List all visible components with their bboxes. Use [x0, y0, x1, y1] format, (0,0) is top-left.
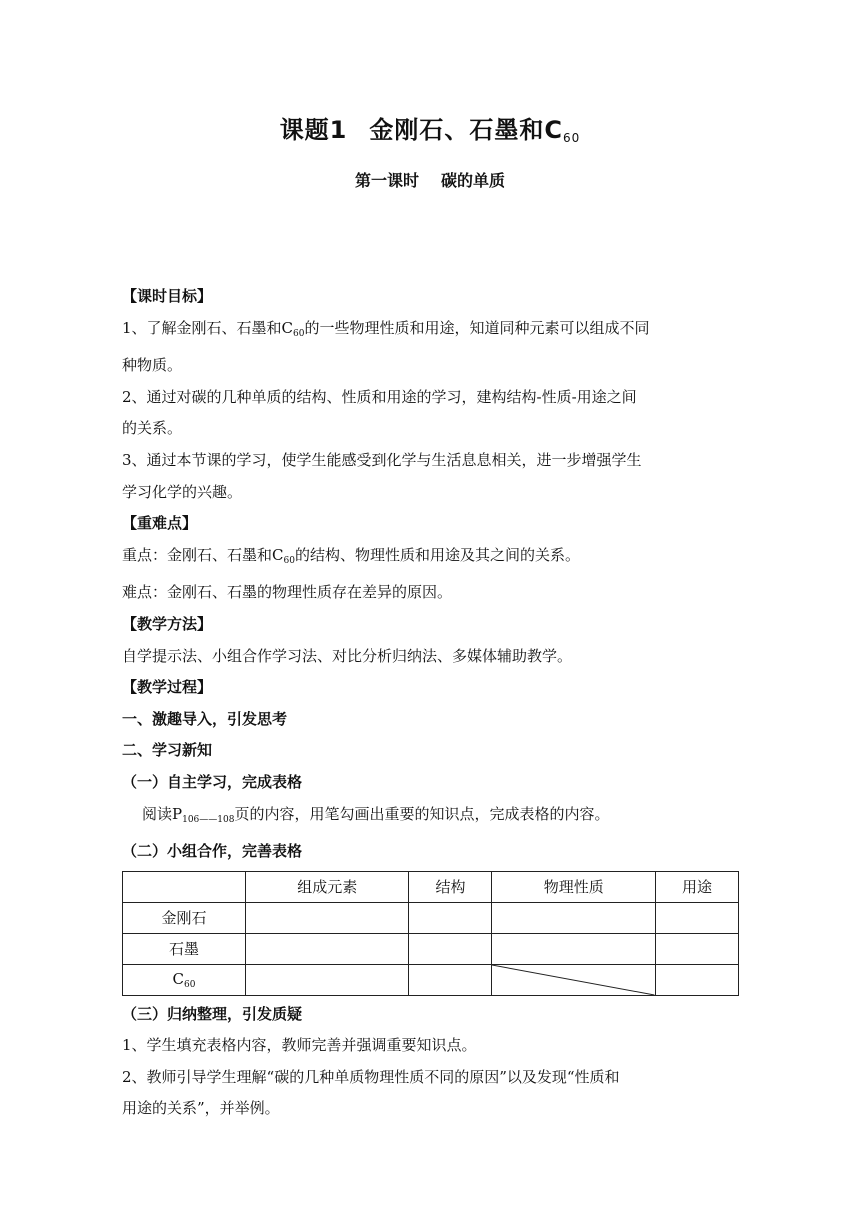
hard-point: 难点：金刚石、石墨的物理性质存在差异的原因。 [122, 583, 453, 602]
row-label-text: C [172, 969, 185, 988]
diagonal-line [492, 965, 654, 995]
page-subtitle [0, 168, 860, 191]
objective-1-subscript: 60 [293, 328, 305, 339]
row-label: 金刚石 [123, 902, 246, 933]
table-row [123, 964, 739, 995]
summary-point-2-line-2: 用途的关系”，并举例。 [122, 1099, 280, 1118]
table-cell [655, 964, 738, 995]
process-step-2: 二、学习新知 [122, 741, 213, 760]
table-header-cell: 物理性质 [492, 871, 655, 902]
objectives-heading: 【课时目标】 [122, 287, 213, 305]
title-lesson-number: 课题1 [279, 116, 348, 144]
table-header-cell [123, 871, 246, 902]
objective-1-line-1 [122, 313, 742, 351]
process-step-1: 一、激趣导入，引发思考 [122, 709, 288, 728]
table-cell [246, 933, 409, 964]
reading-instruction [122, 799, 742, 837]
table-cell [246, 902, 409, 933]
table-cell [492, 933, 655, 964]
objective-2-line-2: 的关系。 [122, 419, 183, 438]
process-substep-3: （三）归纳整理，引发质疑 [122, 1004, 303, 1023]
objective-1-line-2: 种物质。 [122, 356, 183, 375]
table-cell [409, 933, 492, 964]
table-header-cell: 用途 [655, 871, 738, 902]
key-point-text-a: 重点：金刚石、石墨和C [122, 545, 284, 564]
methods-heading: 【教学方法】 [122, 614, 213, 633]
table-cell [246, 964, 409, 995]
comparison-table [122, 871, 739, 996]
reading-text-a: 阅读P [142, 804, 183, 823]
summary-point-2-line-1: 2、教师引导学生理解“碳的几种单质物理性质不同的原因”以及发现“性质和 [122, 1067, 620, 1086]
table-header-cell: 结构 [409, 871, 492, 902]
table-cell [492, 902, 655, 933]
difficulty-heading: 【重难点】 [122, 514, 198, 533]
table-header-row [123, 871, 739, 902]
objective-1-text-a: 1、了解金刚石、石墨和C [122, 318, 294, 337]
key-point-text-b: 的结构、物理性质和用途及其之间的关系。 [294, 545, 580, 564]
objective-3-line-2: 学习化学的兴趣。 [122, 482, 243, 501]
table-row [123, 902, 739, 933]
objective-2-line-1: 2、通过对碳的几种单质的结构、性质和用途的学习，建构结构-性质-用途之间 [122, 387, 637, 406]
reading-page-range: 106——108 [182, 814, 235, 825]
objective-1-text-b: 的一些物理性质和用途，知道同种元素可以组成不同 [304, 318, 650, 337]
methods-text: 自学提示法、小组合作学习法、对比分析归纳法、多媒体辅助教学。 [122, 646, 573, 665]
table-cell-diagonal [492, 964, 655, 995]
key-point-subscript: 60 [283, 555, 295, 566]
title-subscript: 60 [563, 131, 581, 145]
table-header-cell: 组成元素 [246, 871, 409, 902]
objective-3-line-1: 3、通过本节课的学习，使学生能感受到化学与生活息息相关，进一步增强学生 [122, 450, 642, 469]
table-cell [655, 902, 738, 933]
row-label-subscript: 60 [184, 979, 196, 990]
summary-point-1: 1、学生填充表格内容，教师完善并强调重要知识点。 [122, 1036, 477, 1055]
document-body [122, 281, 742, 1125]
reading-text-b: 页的内容，用笔勾画出重要的知识点，完成表格的内容。 [234, 804, 610, 823]
process-heading: 【教学过程】 [122, 678, 213, 697]
process-substep-2: （二）小组合作，完善表格 [122, 842, 303, 861]
title-topic: 金刚石、石墨和C [369, 116, 564, 144]
key-point [122, 540, 742, 578]
table-row [123, 933, 739, 964]
subtitle-topic: 碳的单质 [441, 171, 506, 190]
subtitle-period: 第一课时 [354, 171, 419, 190]
row-label [123, 964, 246, 995]
page-title [0, 110, 860, 145]
table-cell [409, 902, 492, 933]
table-cell [409, 964, 492, 995]
process-substep-1: （一）自主学习，完成表格 [122, 772, 303, 791]
table-cell [655, 933, 738, 964]
row-label: 石墨 [123, 933, 246, 964]
